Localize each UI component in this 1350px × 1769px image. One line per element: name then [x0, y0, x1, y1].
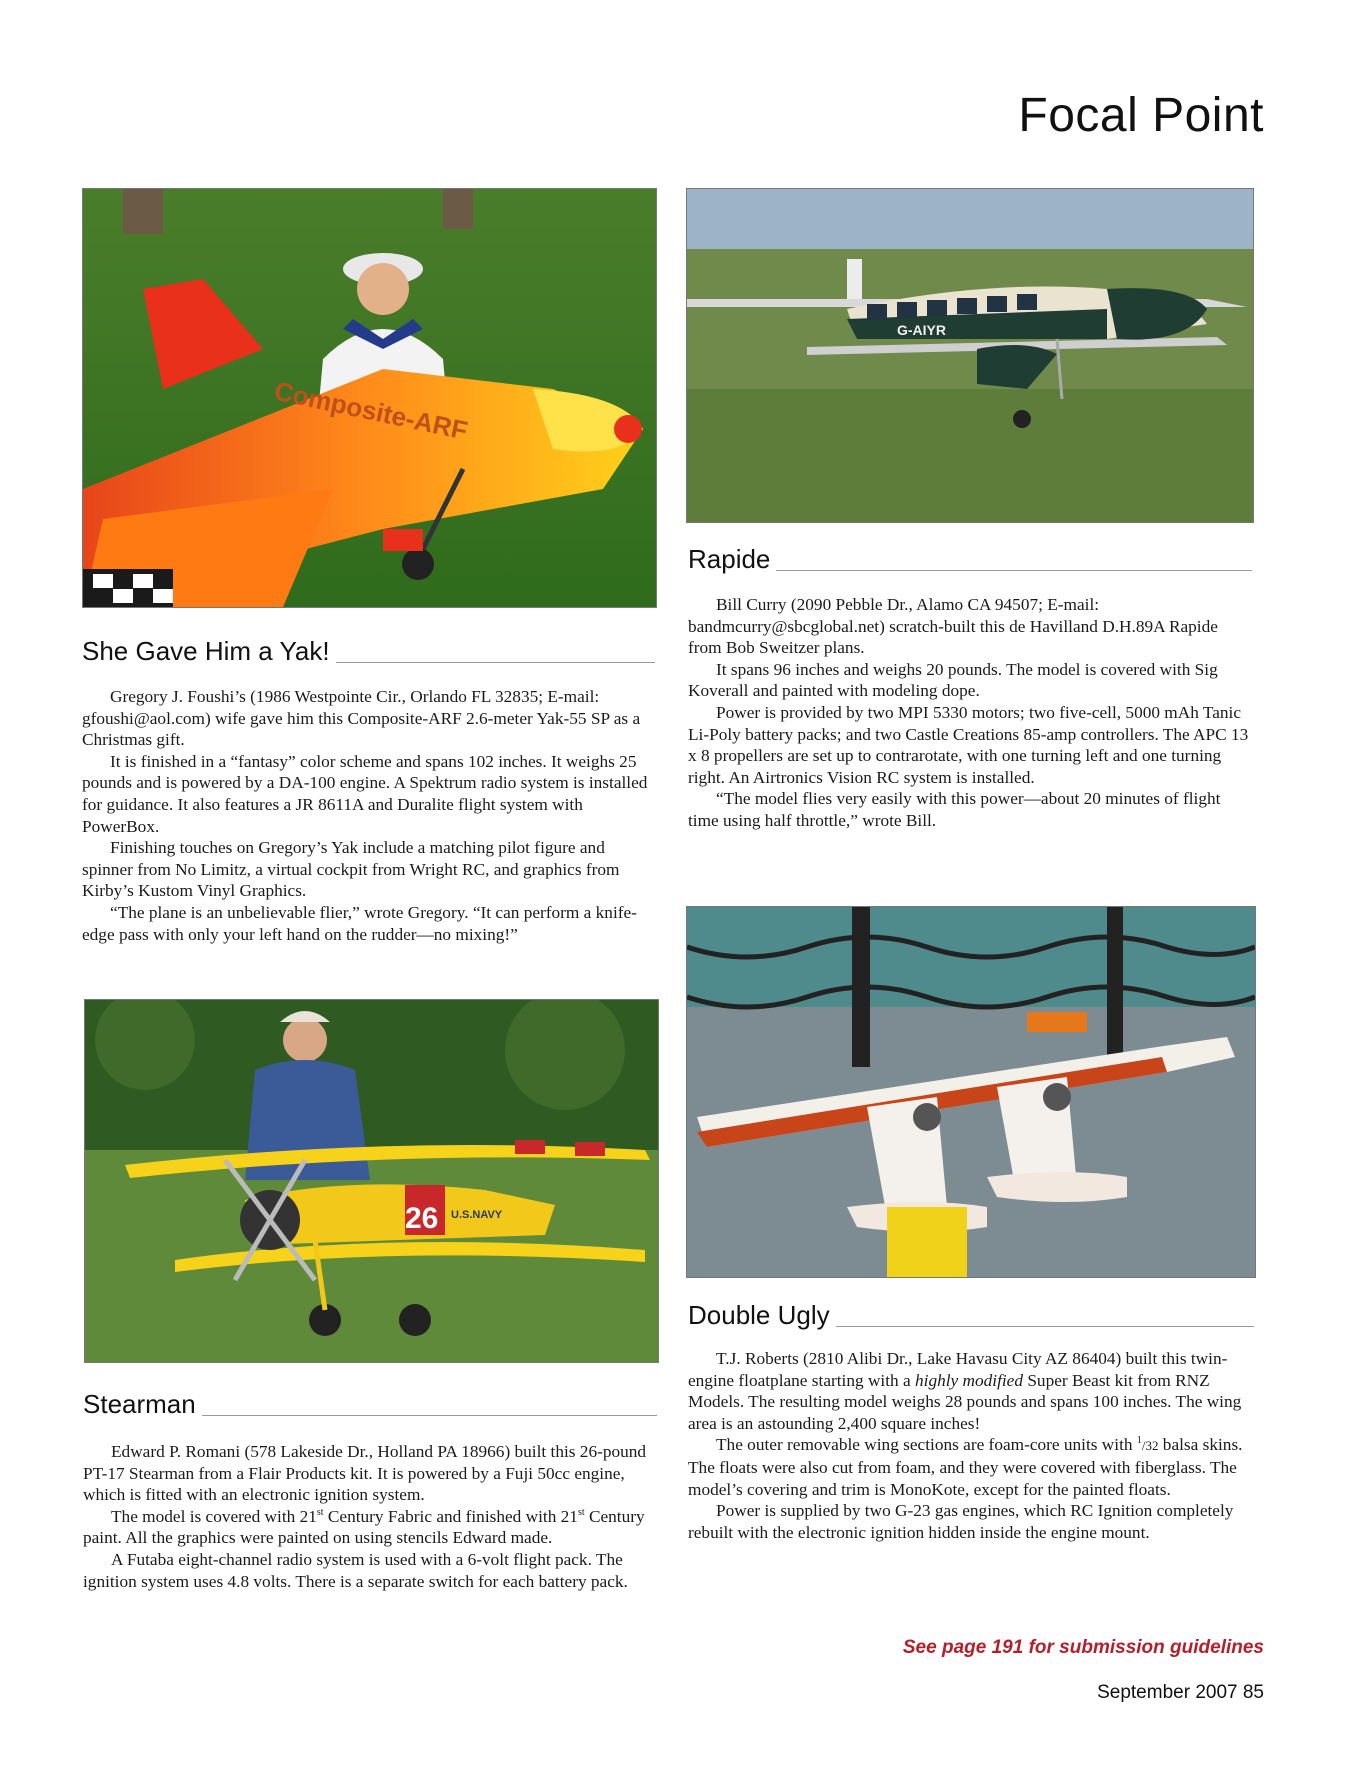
double-ugly-paragraph — [688, 1434, 1254, 1500]
submission-guidelines-link[interactable]: See page 191 for submission guidelines — [902, 1637, 1264, 1658]
text-run: Super Beast kit from RNZ Models. The resulting model weighs 28 pounds and spans 100 inches. The wing area is an astounding 2,400 square inches! — [688, 1370, 1242, 1433]
text-run: Century paint. All the graphics were painted on using stencils Edward made. — [83, 1506, 645, 1548]
rapide-body — [688, 594, 1254, 832]
stearman-number: 26 — [405, 1202, 439, 1235]
yak-paragraph: Gregory J. Foushi’s (1986 Westpointe Cir., Orlando FL 32835; E-mail: gfoushi@aol.com) wife gave him this Composite-ARF 2.6-meter Yak-55 SP as a Christmas gift. — [82, 687, 641, 750]
stearman-paragraph: A Futaba eight-channel radio system is used with a 6-volt flight pack. The ignition system uses 4.8 volts. There is a separate switch for each battery pack. — [83, 1549, 628, 1591]
double-ugly-body — [688, 1348, 1254, 1543]
text-run: Century Fabric and finished with 21 — [323, 1506, 578, 1526]
heading-double-ugly-text: Double Ugly — [688, 1300, 830, 1330]
stearman-photo — [84, 999, 659, 1363]
stearman-paragraph: Edward P. Romani (578 Lakeside Dr., Holland PA 18966) built this 26-pound PT-17 Stearman from a Flair Products kit. It is powered by a Fuji 50cc engine, which is fitted with an electronic ignition system. — [83, 1442, 647, 1505]
text-run: T.J. Roberts (2810 Alibi Dr., Lake Havasu City AZ 86404) built this twin-engine floatplane starting with a — [688, 1349, 1228, 1390]
double-ugly-paragraph: Power is supplied by two G-23 gas engines, which RC Ignition completely rebuilt with the electronic ignition hidden inside the engine mount. — [688, 1501, 1234, 1542]
fraction-denominator: /32 — [1141, 1438, 1159, 1454]
text-run: The model is covered with 21 — [111, 1506, 317, 1526]
page-title: Focal Point — [1018, 89, 1264, 142]
rapide-paragraph: “The model flies very easily with this power—about 20 minutes of flight time using half throttle,” wrote Bill. — [688, 789, 1221, 830]
heading-rule — [336, 662, 655, 663]
heading-rapide — [688, 544, 1252, 575]
heading-rule — [776, 570, 1252, 571]
heading-rule — [202, 1415, 657, 1416]
rapide-photo — [686, 188, 1254, 523]
stearman-marking: U.S.NAVY — [451, 1209, 503, 1221]
heading-yak-text: She Gave Him a Yak! — [82, 636, 330, 666]
heading-stearman-text: Stearman — [83, 1389, 196, 1419]
heading-double-ugly — [688, 1300, 1254, 1331]
yak-livery-text: Composite-ARF — [271, 375, 471, 446]
page-folio: September 2007 85 — [1097, 1682, 1264, 1703]
yak-paragraph: It is finished in a “fantasy” color scheme and spans 102 inches. It weighs 25 pounds and is powered by a DA-100 engine. A Spektrum radio system is installed for guidance. It also features a JR 8611A and Duralite flight system with PowerBox. — [82, 751, 648, 836]
rapide-paragraph: It spans 96 inches and weighs 20 pounds. The model is covered with Sig Koverall and painted with modeling dope. — [688, 659, 1218, 701]
superscript: st — [577, 1507, 585, 1519]
yak-paragraph: Finishing touches on Gregory’s Yak include a matching pilot figure and spinner from No Limitz, a virtual cockpit from Wright RC, and graphics from Kirby’s Kustom Vinyl Graphics. — [82, 838, 620, 901]
emphasis: highly modified — [915, 1370, 1023, 1390]
text-run: The outer removable wing sections are foam-core units with — [716, 1435, 1137, 1455]
stearman-body — [83, 1441, 659, 1592]
heading-yak — [82, 636, 655, 667]
yak-photo — [82, 188, 657, 608]
double-ugly-paragraph — [688, 1348, 1254, 1434]
yak-paragraph: “The plane is an unbelievable flier,” wrote Gregory. “It can perform a knife-edge pass with only your left hand on the rudder—no mixing!” — [82, 902, 637, 944]
heading-rule — [836, 1326, 1254, 1327]
stearman-paragraph — [83, 1506, 659, 1549]
text-run: balsa skins. The floats were also cut from foam, and they were covered with fiberglass. The model’s covering and trim is MonoKote, except for the painted floats. — [688, 1435, 1243, 1499]
heading-stearman — [83, 1389, 657, 1420]
rapide-paragraph: Bill Curry (2090 Pebble Dr., Alamo CA 94507; E-mail: bandmcurry@sbcglobal.net) scratch-built this de Havilland D.H.89A Rapide from Bob Sweitzer plans. — [688, 595, 1218, 658]
fraction-numerator: 1 — [1136, 1435, 1142, 1447]
superscript: st — [316, 1507, 324, 1519]
heading-rapide-text: Rapide — [688, 544, 771, 574]
double-ugly-photo — [686, 906, 1256, 1278]
rapide-paragraph: Power is provided by two MPI 5330 motors; two five-cell, 5000 mAh Tanic Li-Poly battery packs; and two Castle Creations 85-amp controllers. The APC 13 x 8 propellers are set up to contrarotate, with one turning left and one turning right. An Airtronics Vision RC system is installed. — [688, 702, 1249, 787]
rapide-registration: G-AIYR — [897, 322, 946, 338]
yak-body — [82, 686, 658, 945]
